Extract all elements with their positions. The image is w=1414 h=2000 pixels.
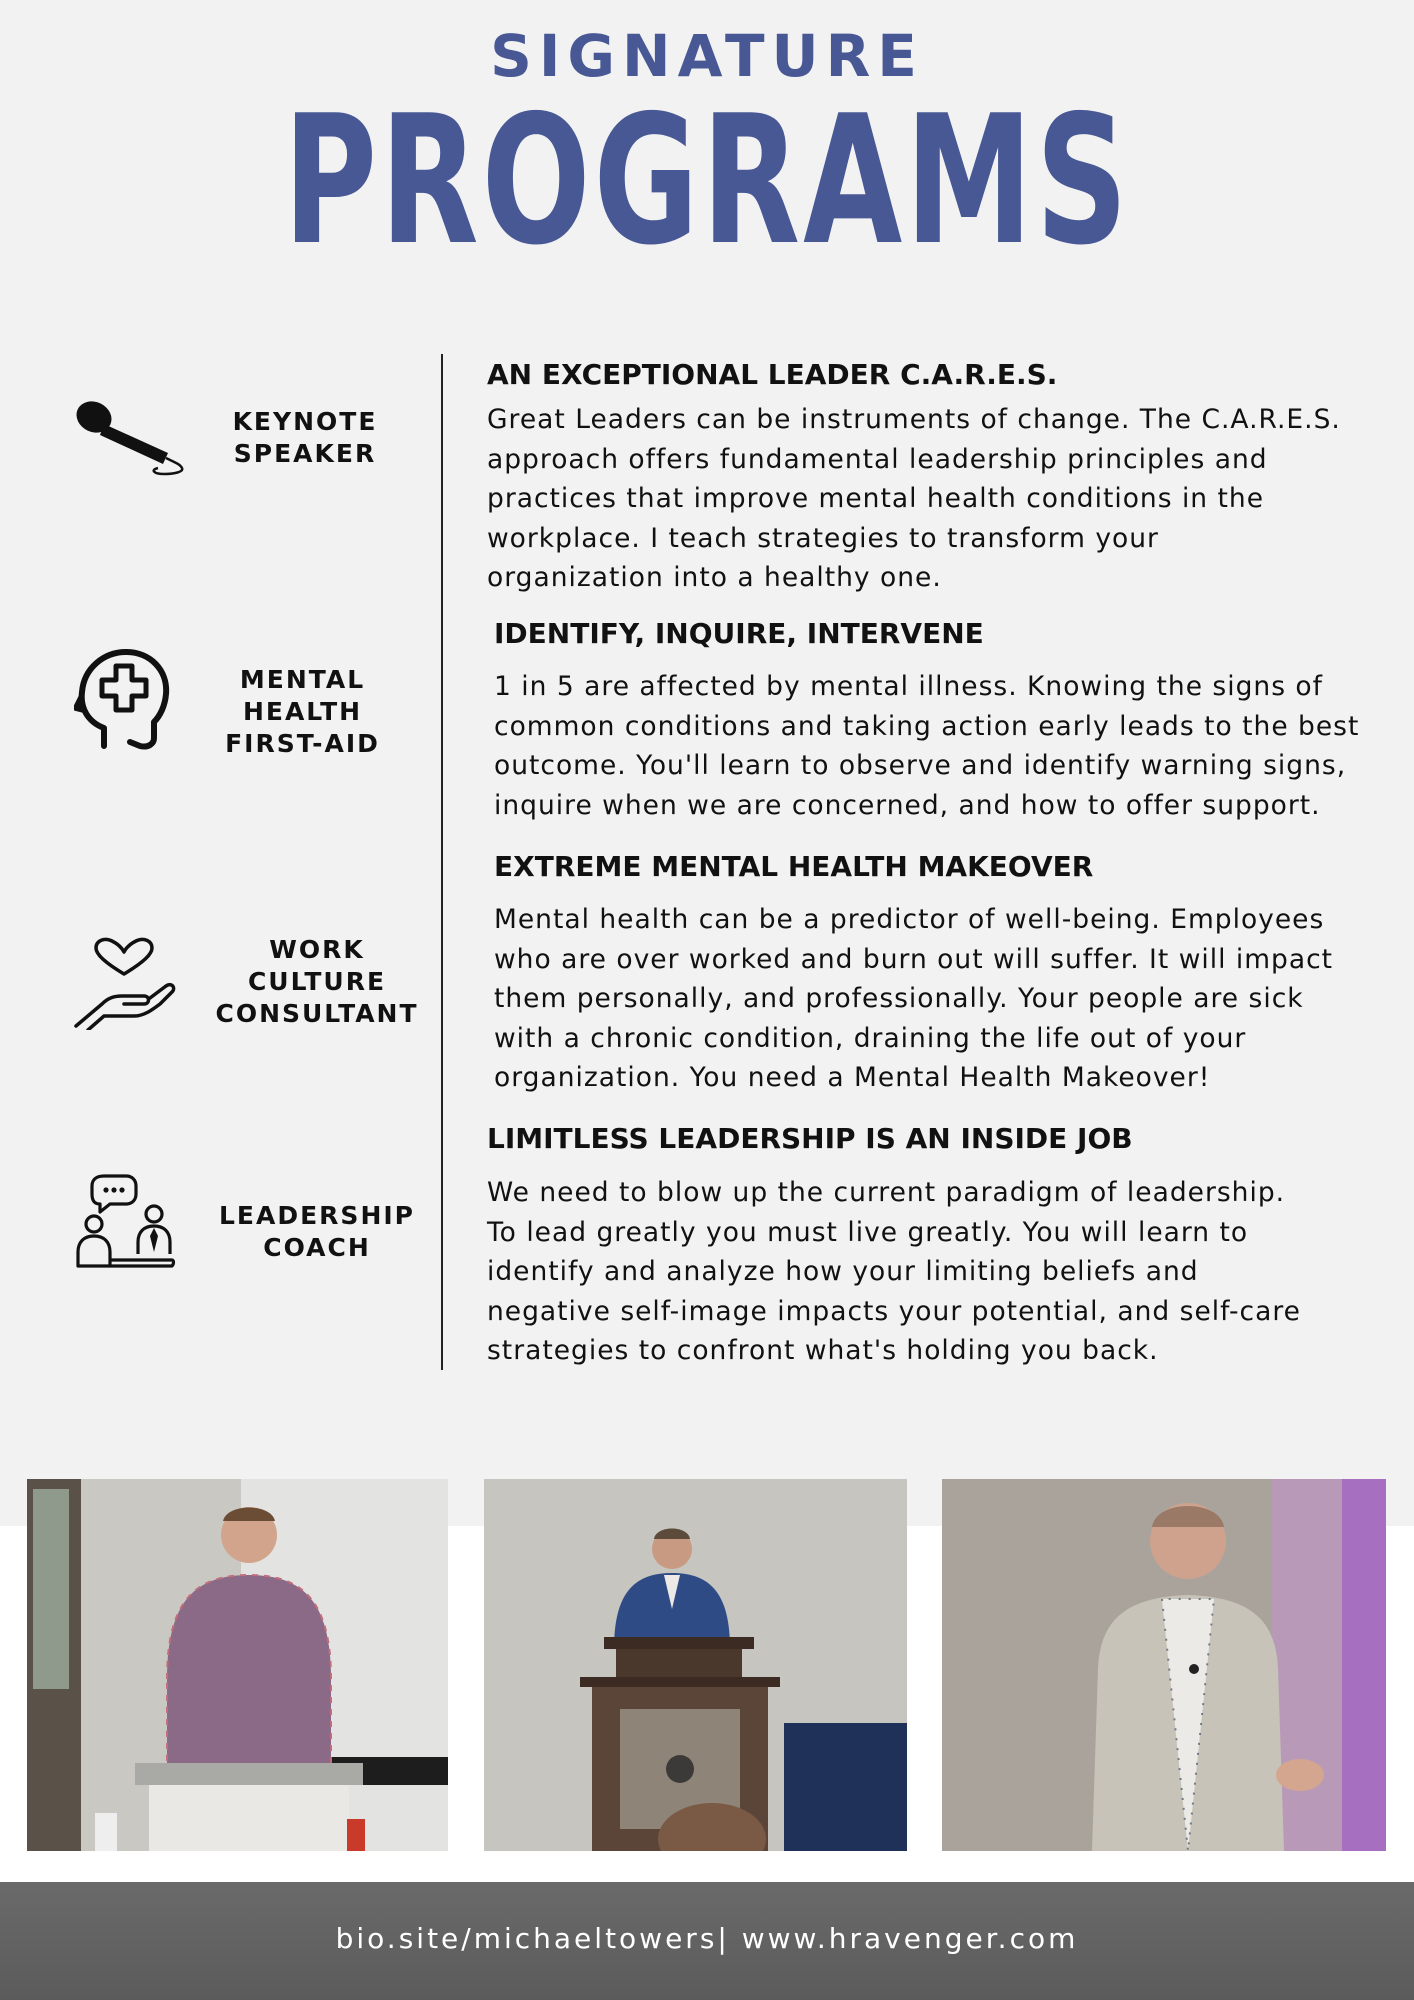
paragraph-extreme-makeover: Mental health can be a predictor of well-being. Employees who are over worked and burn out will suffer. It will impact them personally, and professionally. Your people are sick with a chronic condition, draining the life out of your organization. You need a Mental Health Makeover! — [494, 904, 1334, 1093]
footer-links: bio.site/michaeltowers| www.hravenger.com — [335, 1922, 1079, 1955]
heading-exceptional-leader: AN EXCEPTIONAL LEADER C.A.R.E.S. — [487, 358, 1058, 391]
title-signature: SIGNATURE — [490, 22, 924, 90]
title-programs: PROGRAMS — [283, 77, 1131, 284]
heading-limitless-leadership: LIMITLESS LEADERSHIP IS AN INSIDE JOB — [487, 1122, 1133, 1155]
heading-extreme-makeover: EXTREME MENTAL HEALTH MAKEOVER — [494, 850, 1094, 883]
photo-speaker-stage — [942, 1479, 1386, 1851]
coaching-people-icon — [74, 1172, 176, 1270]
paragraph-identify-inquire-intervene: 1 in 5 are affected by mental illness. Knowing the signs of common conditions and taking action early leads to the best outcome. You'll learn to observe and identify warning signs, inquire when we are concerned, and how to offer support. — [494, 671, 1360, 821]
label-mental-health-first-aid: MENTAL HEALTH FIRST-AID — [225, 665, 380, 758]
heading-identify-inquire-intervene: IDENTIFY, INQUIRE, INTERVENE — [494, 617, 984, 650]
paragraph-limitless-leadership: We need to blow up the current paradigm of leadership. To lead greatly you must live greatly. You will learn to identify and analyze how your limiting beliefs and negative self-image impacts your potential, and self-care strategies to confront what's holding you back. — [487, 1177, 1301, 1366]
vertical-divider — [441, 354, 443, 1370]
label-keynote-speaker: KEYNOTE SPEAKER — [232, 407, 378, 468]
microphone-icon — [74, 398, 186, 478]
hand-heart-icon — [74, 934, 178, 1030]
label-work-culture-consultant: WORK CULTURE CONSULTANT — [215, 935, 419, 1028]
footer-bar — [0, 1882, 1414, 2000]
head-medical-cross-icon — [74, 646, 174, 756]
paragraph-exceptional-leader: Great Leaders can be instruments of change. The C.A.R.E.S. approach offers fundamental leadership principles and practices that improve mental health conditions in the workplace. I teach strategies to transform your organization into a healthy one. — [487, 404, 1341, 593]
photo-speaker-classroom — [27, 1479, 448, 1851]
label-leadership-coach: LEADERSHIP COACH — [219, 1201, 415, 1262]
photo-speaker-podium — [484, 1479, 907, 1851]
